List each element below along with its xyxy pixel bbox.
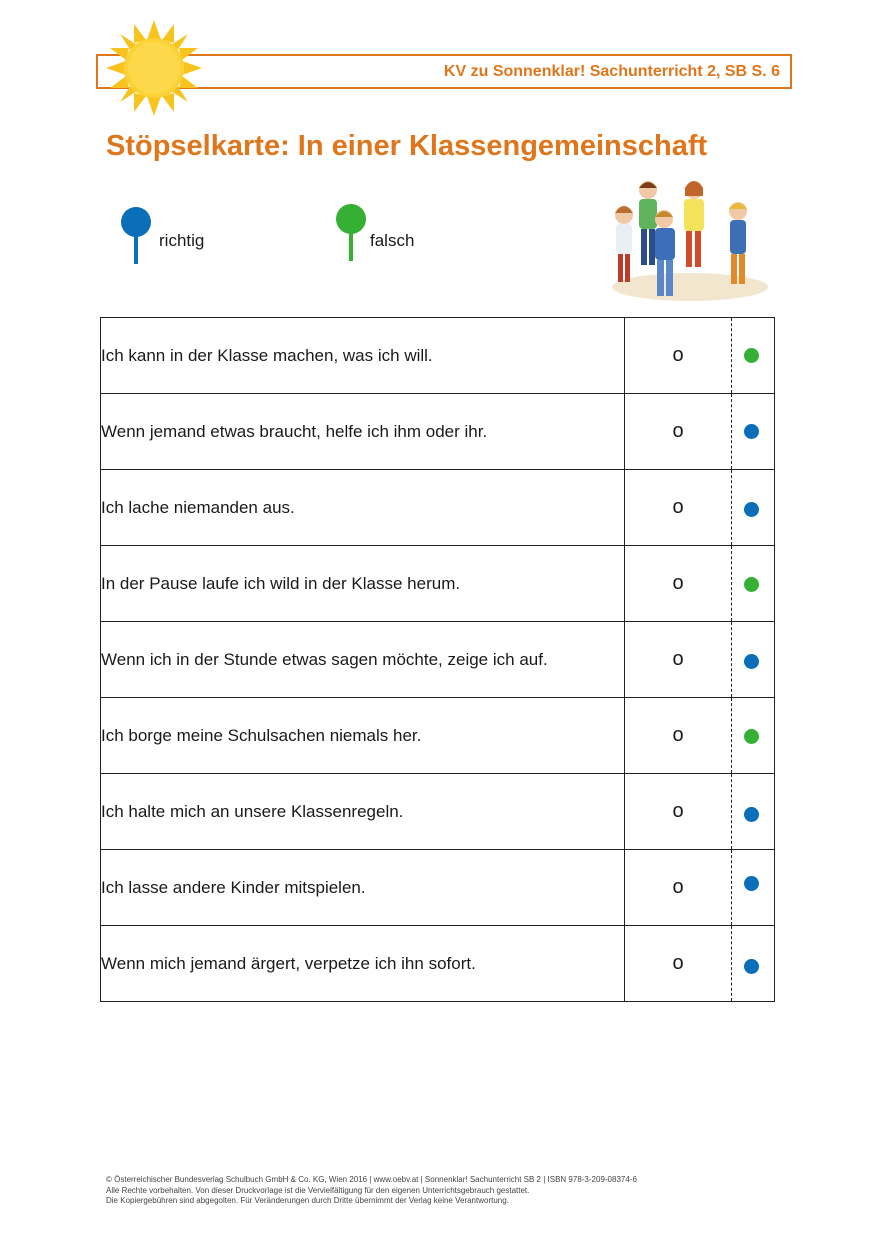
- sun-icon: [104, 18, 204, 118]
- green-dot-icon: [744, 348, 759, 363]
- answer-hole[interactable]: o: [625, 698, 732, 774]
- green-pin-icon: [335, 203, 367, 263]
- statement-table: [100, 317, 775, 1002]
- statement-text: Ich kann in der Klasse machen, was ich will.: [101, 318, 625, 394]
- answer-hole[interactable]: o: [625, 546, 732, 622]
- table-row: [101, 926, 775, 1002]
- solution-dot-cell: [732, 850, 775, 926]
- answer-hole[interactable]: o: [625, 850, 732, 926]
- table-row: [101, 318, 775, 394]
- footer: [106, 1175, 637, 1207]
- blue-dot-icon: [744, 807, 759, 822]
- children-illustration: [600, 175, 770, 305]
- blue-dot-icon: [744, 959, 759, 974]
- green-dot-icon: [744, 729, 759, 744]
- statement-text: Ich lache niemanden aus.: [101, 470, 625, 546]
- solution-dot-cell: [732, 546, 775, 622]
- page-title: Stöpselkarte: In einer Klassengemeinschaft: [106, 130, 708, 162]
- answer-hole[interactable]: o: [625, 926, 732, 1002]
- blue-dot-icon: [744, 424, 759, 439]
- legend-label-falsch: falsch: [370, 231, 415, 250]
- table-row: [101, 470, 775, 546]
- table-row: [101, 698, 775, 774]
- footer-line: Die Kopiergebühren sind abgegolten. Für Veränderungen durch Dritte übernimmt der Verlag keine Verantwortung.: [106, 1196, 509, 1205]
- statement-text: Ich borge meine Schulsachen niemals her.: [101, 698, 625, 774]
- footer-line: Alle Rechte vorbehalten. Von dieser Druckvorlage ist die Vervielfältigung für den eigenen Unterrichtsgebrauch gestattet.: [106, 1185, 530, 1195]
- footer-line: © Österreichischer Bundesverlag Schulbuch GmbH & Co. KG, Wien 2016 | www.oebv.at | Sonnenklar! Sachunterricht SB 2 | ISBN 978-3-209-08374-6: [106, 1175, 637, 1184]
- solution-dot-cell: [732, 622, 775, 698]
- legend-label-richtig: richtig: [159, 231, 205, 250]
- statement-text: Wenn jemand etwas braucht, helfe ich ihm oder ihr.: [101, 394, 625, 470]
- table-row: [101, 546, 775, 622]
- statement-text: Ich halte mich an unsere Klassenregeln.: [101, 774, 625, 850]
- solution-dot-cell: [732, 318, 775, 394]
- answer-hole[interactable]: o: [625, 470, 732, 546]
- statement-text: Wenn ich in der Stunde etwas sagen möchte, zeige ich auf.: [101, 622, 625, 698]
- table-row: [101, 774, 775, 850]
- solution-dot-cell: [732, 774, 775, 850]
- solution-dot-cell: [732, 470, 775, 546]
- blue-dot-icon: [744, 654, 759, 669]
- answer-hole[interactable]: o: [625, 394, 732, 470]
- solution-dot-cell: [732, 926, 775, 1002]
- blue-dot-icon: [744, 876, 759, 891]
- solution-dot-cell: [732, 394, 775, 470]
- answer-hole[interactable]: o: [625, 774, 732, 850]
- answer-hole[interactable]: o: [625, 622, 732, 698]
- green-dot-icon: [744, 577, 759, 592]
- table-row: [101, 850, 775, 926]
- statement-text: Wenn mich jemand ärgert, verpetze ich ihn sofort.: [101, 926, 625, 1002]
- solution-dot-cell: [732, 698, 775, 774]
- answer-hole[interactable]: o: [625, 318, 732, 394]
- statement-text: In der Pause laufe ich wild in der Klasse herum.: [101, 546, 625, 622]
- statement-text: Ich lasse andere Kinder mitspielen.: [101, 850, 625, 926]
- header-text: KV zu Sonnenklar! Sachunterricht 2, SB S. 6: [443, 63, 780, 80]
- table-row: [101, 622, 775, 698]
- blue-dot-icon: [744, 502, 759, 517]
- blue-pin-icon: [120, 206, 152, 266]
- table-row: [101, 394, 775, 470]
